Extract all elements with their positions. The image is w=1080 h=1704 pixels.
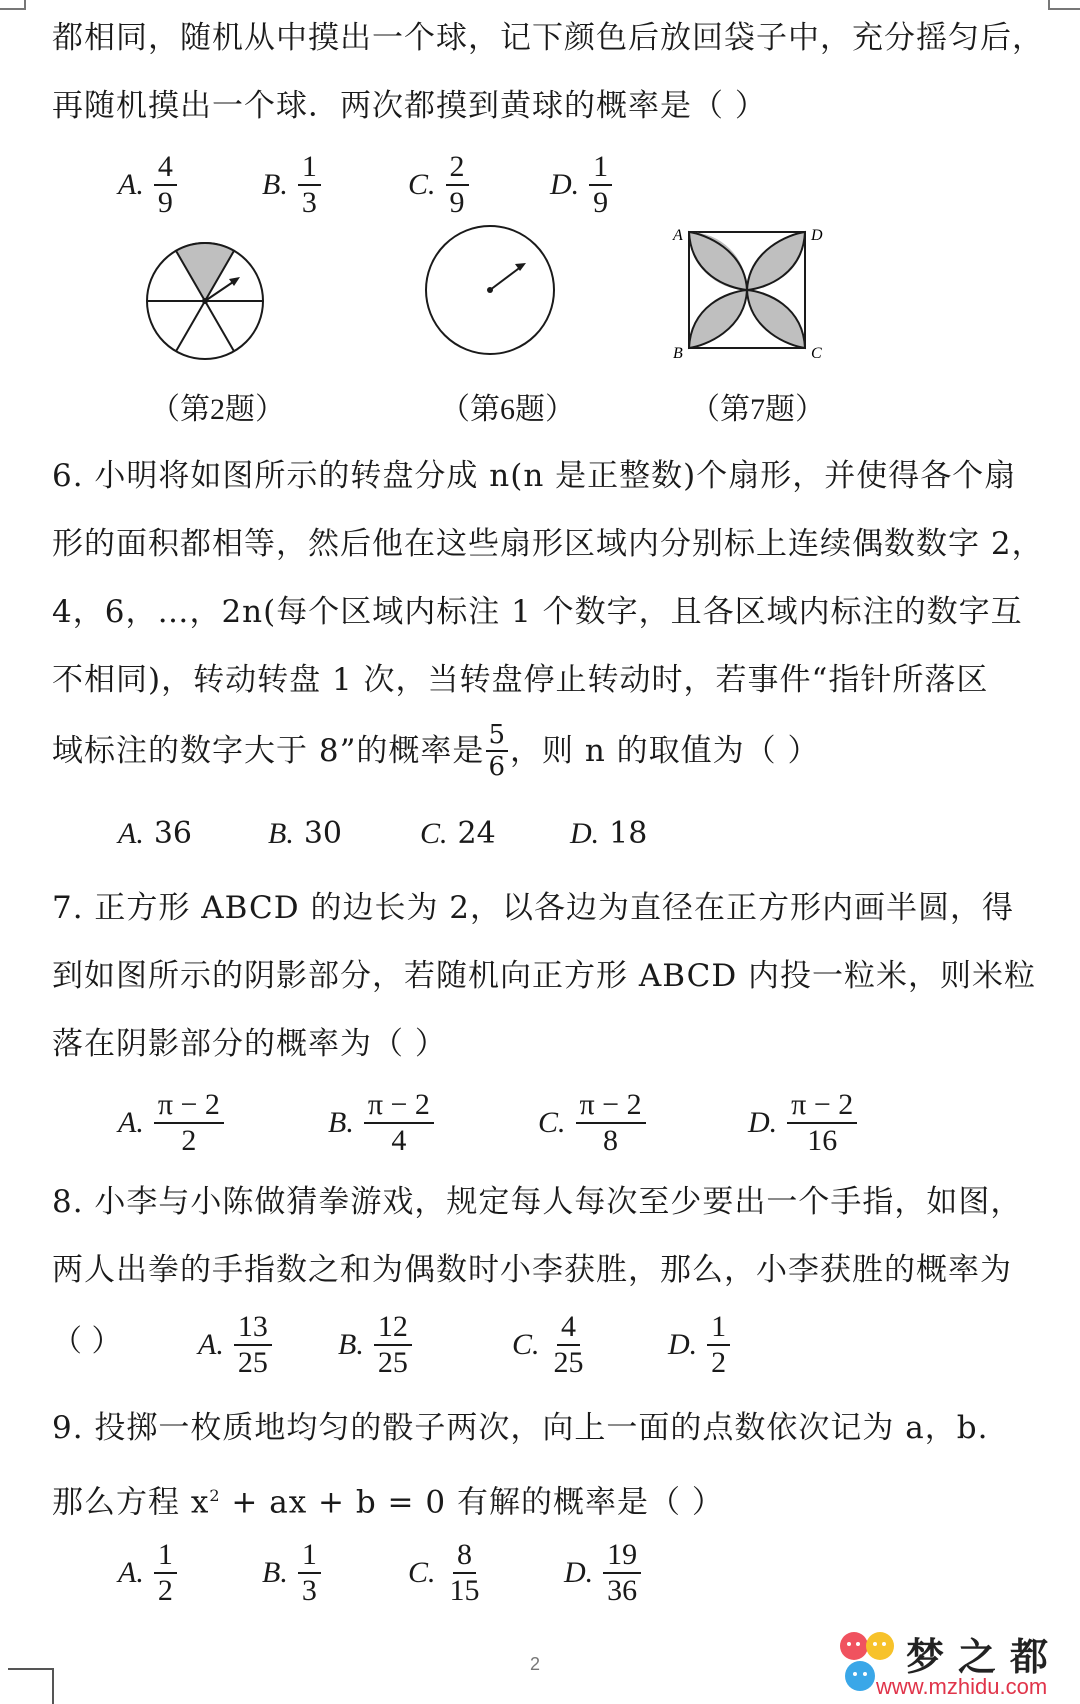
q8-line-1: 8. 小李与小陈做猜拳游戏，规定每人每次至少要出一个手指，如图， — [52, 1184, 1023, 1220]
q9-option-c: C. $\frac{8}{15}$ — [408, 1538, 480, 1607]
watermark-title: 梦之都 — [906, 1635, 1063, 1679]
q5-option-d: D. $\frac{1}{9}$ — [550, 150, 612, 220]
q6-line-5-pre: 域标注的数字大于 8”的概率是 — [52, 733, 485, 769]
q7-line-1: 7. 正方形 ABCD 的边长为 2，以各边为直径在正方形内画半圆，得 — [52, 890, 1015, 926]
q6-option-a: A. 36 — [118, 816, 193, 851]
q6-line-5 — [52, 720, 1040, 782]
q5-option-c: C. $\frac{2}{9}$ — [408, 150, 469, 220]
crop-mark-top-right — [1048, 0, 1080, 10]
spinner-figure-6 — [420, 220, 560, 360]
q8-line-2: 两人出拳的手指数之和为偶数时小李获胜，那么，小李获胜的概率为 — [52, 1252, 1012, 1288]
label-b: B — [673, 345, 683, 360]
q9-option-d: D. $\frac{19}{36}$ — [564, 1538, 641, 1608]
figure-2-caption: （第2题） — [150, 393, 285, 426]
q9-line-1: 9. 投掷一枚质地均匀的骰子两次，向上一面的点数依次记为 a，b. — [52, 1410, 989, 1446]
q8-answer-paren: （ ） — [52, 1324, 122, 1359]
q8-option-d: D. $\frac{1}{2}$ — [668, 1310, 730, 1380]
label-d: D — [811, 227, 823, 244]
q7-option-a: A. $\frac{\pi - 2}{2}$ — [118, 1088, 224, 1158]
q5-option-b: B. $\frac{1}{3}$ — [262, 150, 321, 220]
crop-mark-top-left — [0, 0, 26, 10]
q8-option-b: B. $\frac{12}{25}$ — [338, 1310, 412, 1380]
q8-option-c: C. $\frac{4}{25}$ — [512, 1310, 584, 1379]
q6-line-4: 不相同)，转动转盘 1 次，当转盘停止转动时，若事件“指针所落区 — [52, 662, 989, 698]
watermark-url: www.mzhidu.com — [876, 1674, 1048, 1699]
q7-option-b: B. $\frac{\pi - 2}{4}$ — [328, 1088, 434, 1158]
label-a: A — [673, 227, 683, 244]
exponent: 2 — [209, 1486, 221, 1505]
q6-fraction: $\frac{5}{6}$ — [488, 720, 506, 782]
q6-option-d: D. 18 — [570, 816, 648, 851]
page-number: 2 — [530, 1654, 541, 1674]
q7-line-2: 到如图所示的阴影部分，若随机向正方形 ABCD 内投一粒米，则米粒 — [52, 958, 1037, 994]
q5-line-1: 都相同，随机从中摸出一个球，记下颜色后放回袋子中，充分摇匀后， — [52, 20, 1044, 56]
label-c: C — [811, 345, 822, 360]
q9-option-b: B. $\frac{1}{3}$ — [262, 1538, 321, 1608]
spinner-figure-2 — [140, 236, 270, 366]
q6-line-2: 形的面积都相等，然后他在这些扇形区域内分别标上连续偶数数字 2， — [52, 526, 1044, 562]
q6-line-3: 4，6，…，2n(每个区域内标注 1 个数字，且各区域内标注的数字互 — [52, 594, 1023, 630]
square-petal-figure-7 — [665, 220, 825, 360]
figure-7-caption: （第7题） — [690, 393, 825, 426]
q6-option-b: B. 30 — [268, 816, 343, 851]
figure-6-caption: （第6题） — [440, 393, 575, 426]
q6-line-1: 6. 小明将如图所示的转盘分成 n(n 是正整数)个扇形，并使得各个扇 — [52, 458, 1017, 494]
q6-option-c: C. 24 — [420, 816, 496, 851]
q9-option-a: A. $\frac{1}{2}$ — [118, 1538, 177, 1608]
q5-option-a: A. $\frac{4}{9}$ — [118, 150, 177, 220]
q5-line-2: 再随机摸出一个球．两次都摸到黄球的概率是（ ） — [52, 88, 767, 124]
q7-line-3: 落在阴影部分的概率为（ ） — [52, 1026, 447, 1062]
q7-option-c: C. $\frac{\pi - 2}{8}$ — [538, 1088, 646, 1158]
q6-line-5-post: ，则 n 的取值为（ ） — [509, 733, 820, 769]
q9-line-2: 那么方程 $x^2$ + ax + b = 0 有解的概率是（ ） — [52, 1484, 724, 1521]
site-watermark — [836, 1624, 1076, 1700]
crop-mark-bottom-left — [8, 1668, 54, 1704]
q8-option-a: A. $\frac{13}{25}$ — [198, 1310, 272, 1380]
q7-option-d: D. $\frac{\pi - 2}{16}$ — [748, 1088, 857, 1158]
